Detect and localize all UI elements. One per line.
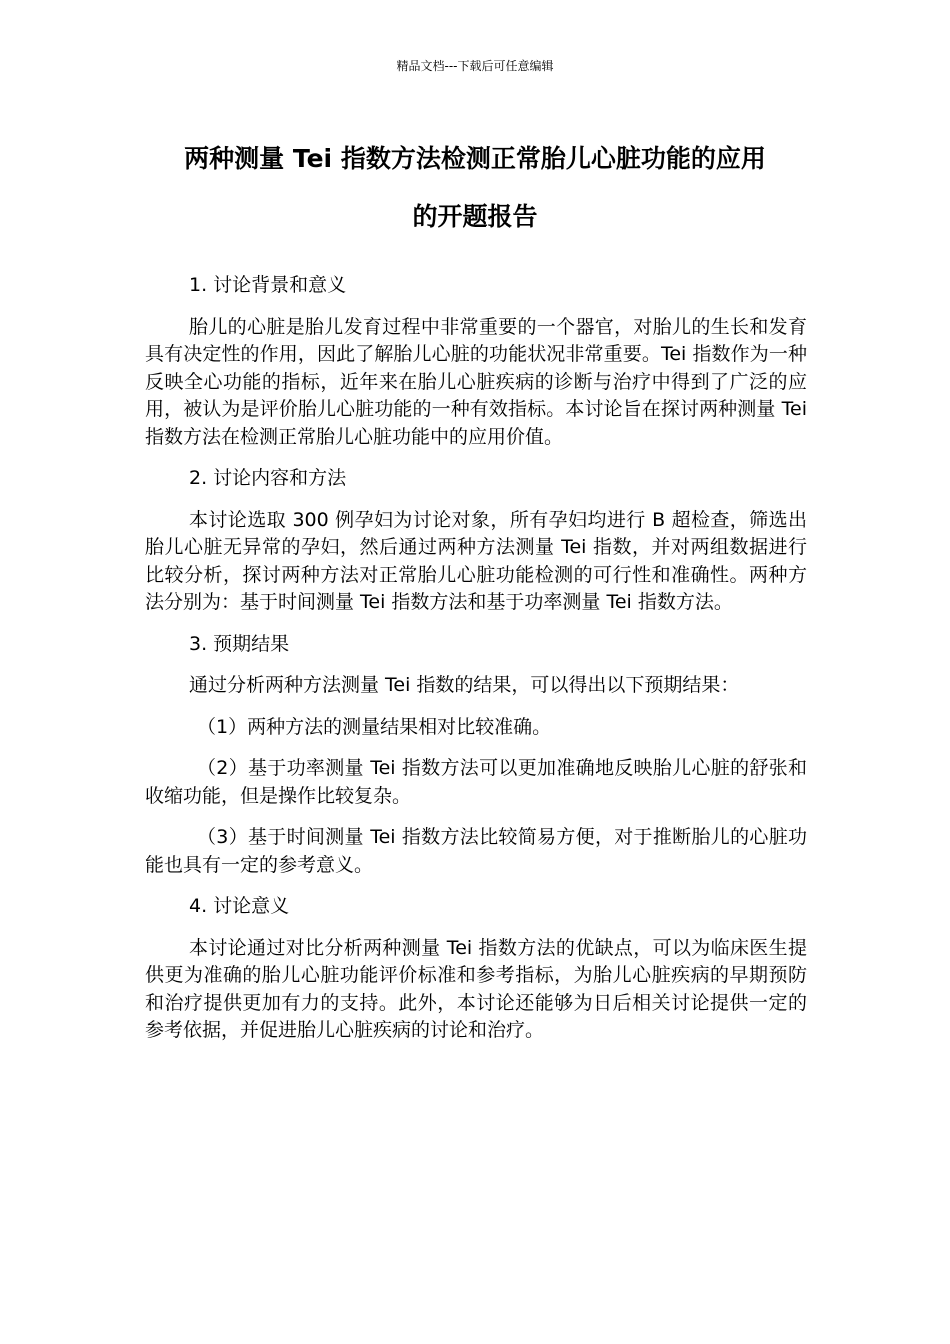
expected-result-3: （3）基于时间测量 Tei 指数方法比较简易方便，对于推断胎儿的心脏功能也具有一定的参考意义。 — [145, 826, 807, 876]
section-2-heading: 2. 讨论内容和方法 — [189, 467, 347, 489]
section-4-paragraph: 本讨论通过对比分析两种测量 Tei 指数方法的优缺点，可以为临床医生提供更为准确的胎儿心脏功能评价标准和参考指标，为胎儿心脏疾病的早期预防和治疗提供更加有力的支持。此外，本讨论还能够为日后相关讨论提供一定的参考依据，并促进胎儿心脏疾病的讨论和治疗。 — [145, 936, 807, 1041]
header-note: 精品文档---下载后可任意编辑 — [396, 59, 554, 73]
title-line-2: 的开题报告 — [412, 202, 538, 231]
expected-result-2: （2）基于功率测量 Tei 指数方法可以更加准确地反映胎儿心脏的舒张和收缩功能，但是操作比较复杂。 — [145, 757, 807, 807]
section-3-paragraph: 通过分析两种方法测量 Tei 指数的结果，可以得出以下预期结果： — [189, 674, 740, 696]
section-4-heading: 4. 讨论意义 — [189, 895, 290, 917]
section-1-heading: 1. 讨论背景和意义 — [189, 274, 347, 296]
section-3-heading: 3. 预期结果 — [189, 632, 290, 655]
expected-result-1: （1）两种方法的测量结果相对比较准确。 — [197, 715, 552, 738]
section-2-paragraph: 本讨论选取 300 例孕妇为讨论对象，所有孕妇均进行 B 超检查，筛选出胎儿心脏无异常的孕妇，然后通过两种方法测量 Tei 指数，并对两组数据进行比较分析，探讨两种方法对正常胎儿心脏功能检测的可行性和准确性。两种方法分别为：基于时间测量 Tei 指数方法和基于功率测量 Tei 指数方法。 — [145, 508, 807, 613]
document-title — [145, 130, 805, 246]
document-body — [145, 272, 807, 1059]
title-line-1: 两种测量 Tei 指数方法检测正常胎儿心脏功能的应用 — [184, 144, 766, 173]
section-1-paragraph: 胎儿的心脏是胎儿发育过程中非常重要的一个器官，对胎儿的生长和发育具有决定性的作用，因此了解胎儿心脏的功能状况非常重要。Tei 指数作为一种反映全心功能的指标，近年来在胎儿心脏疾病的诊断与治疗中得到了广泛的应用，被认为是评价胎儿心脏功能的一种有效指标。本讨论旨在探讨两种测量 Tei 指数方法在检测正常胎儿心脏功能中的应用价值。 — [145, 315, 807, 448]
